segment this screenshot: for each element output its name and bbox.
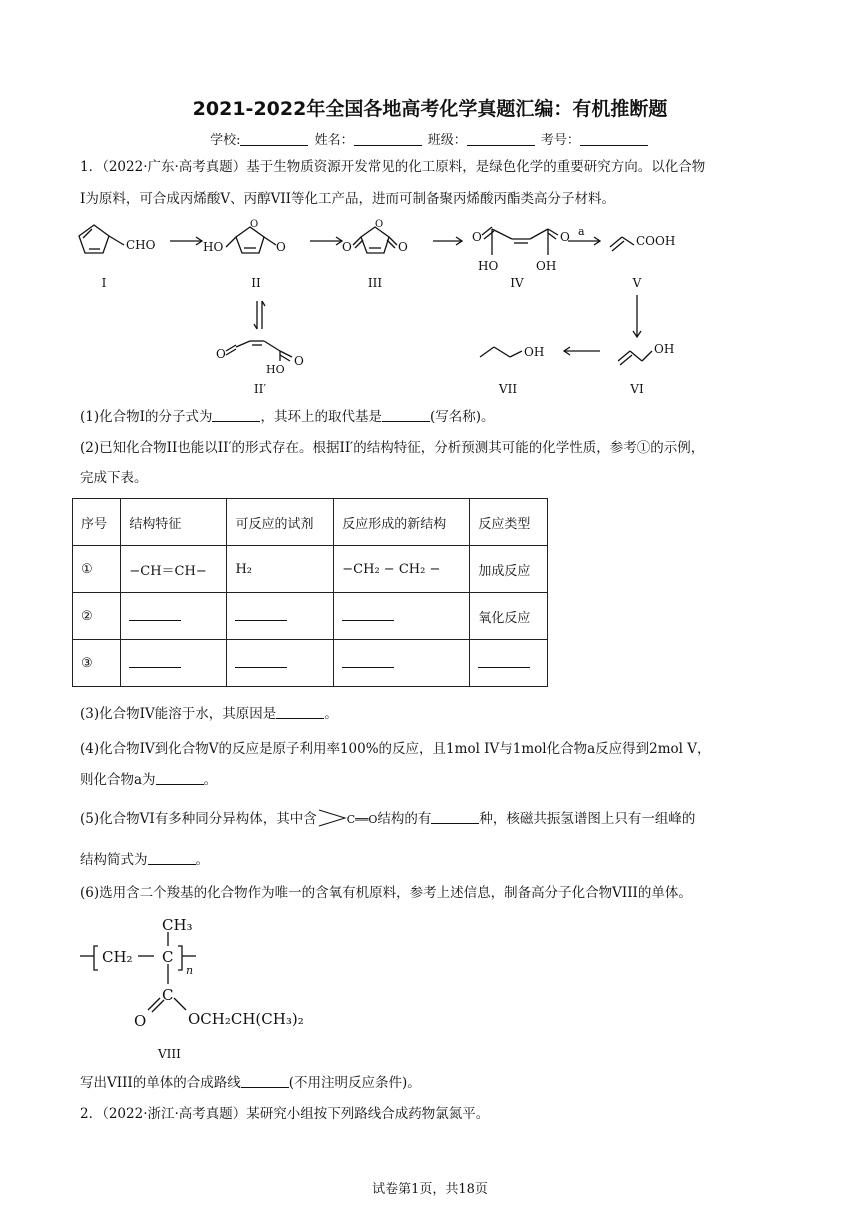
answer-blank-1a[interactable] [212,409,260,422]
polymer-o: O [134,1012,147,1030]
label-II-prime: II′ [253,382,267,396]
q1-sub6-line2: 写出VIII的单体的合成路线 (不用注明反应条件)。 [80,1075,421,1091]
scheme-o-ring-2: O [250,219,259,230]
scheme-oh-6: OH [654,342,675,356]
school-field[interactable] [240,133,308,146]
header-reagent: 可反应的试剂 [227,499,334,546]
q1-sub3: (3)化合物IV能溶于水，其原因是 。 [80,706,338,722]
property-table [72,498,548,687]
q1-sub1: (1)化合物I的分子式为 ，其环上的取代基是 (写名称)。 [80,409,495,425]
scheme-reagent-a: a [578,225,585,238]
page-footer: 试卷第1页，共18页 [372,1182,488,1197]
answer-blank-2c[interactable] [342,608,394,621]
scheme-oh-7: OH [524,345,545,359]
carbonyl-bracket [317,808,347,828]
polymer-ester: OCH₂CH(CH₃)₂ [188,1010,304,1028]
scheme-o-2: O [276,240,286,254]
header-reaction-type: 反应类型 [470,499,548,546]
label-V: V [632,276,642,290]
polymer-ch3: CH₃ [162,916,193,934]
scheme-o-ring-3: O [375,219,384,230]
polymer-viii-structure [78,912,338,1062]
header-no: 序号 [73,499,121,546]
scheme-ho-4: HO [478,259,499,273]
scheme-o-2p: O [216,347,226,361]
answer-blank-3b[interactable] [235,655,287,668]
class-label: 班级： [427,133,467,148]
class-field[interactable] [467,133,535,146]
q1-intro-line2: I为原料，可合成丙烯酸V、丙醇VII等化工产品，进而可制备聚丙烯酸丙酯类高分子材料。 [80,191,615,207]
header-new-structure: 反应形成的新结构 [334,499,470,546]
polymer-ch2: CH₂ [102,948,133,966]
answer-blank-2b[interactable] [235,608,287,621]
scheme-o-4a: O [472,230,482,244]
label-VII: VII [498,382,518,396]
label-VI: VI [630,382,644,396]
scheme-o-4b: O [560,230,570,244]
answer-blank-sub5b[interactable] [148,852,196,865]
table-row: ③ [73,640,548,687]
answer-blank-sub3[interactable] [276,706,324,719]
name-field[interactable] [354,133,422,146]
polymer-label: VIII [158,1047,181,1061]
polymer-n: n [186,964,194,977]
q1-intro-line1: 1．（2022·广东·高考真题）基于生物质资源开发常见的化工原料，是绿色化学的重要研究方向。以化合物 [80,159,706,175]
q1-sub4-line1: (4)化合物IV到化合物V的反应是原子利用率100%的反应，且1mol IV与1mol化合物a反应得到2mol V， [80,741,711,757]
scheme-cho: CHO [126,238,156,252]
q1-sub2-line1: (2)已知化合物II也能以II′的形式存在。根据II′的结构特征，分析预测其可能的化学性质，参考①的示例， [80,440,705,456]
q1-sub5-line2: 结构简式为 。 [80,852,209,868]
answer-blank-sub6[interactable] [241,1075,289,1088]
label-IV: IV [510,276,524,290]
name-label: 姓名： [314,133,354,148]
school-label: 学校: [210,133,241,148]
table-row: ① −CH＝CH− H₂ −CH₂ − CH₂ − 加成反应 [73,546,548,593]
page-title: 2021-2022年全国各地高考化学真题汇编：有机推断题 [192,98,668,120]
q1-sub4-line2: 则化合物a为 。 [80,772,218,788]
scheme-cooh: COOH [636,234,676,248]
answer-blank-sub4[interactable] [156,772,204,785]
answer-blank-1b[interactable] [382,409,430,422]
q1-sub6: (6)选用含二个羧基的化合物作为唯一的含氧有机原料，参考上述信息，制备高分子化合物VIII的单体。 [80,885,692,901]
label-I: I [101,276,107,290]
table-row: ② 氧化反应 [73,593,548,640]
q1-sub5-line1: (5)化合物VI有多种同分异构体，其中含 C══O结构的有 种，核磁共振氢谱图上只有一组峰的 [80,808,785,830]
student-info-line [0,129,860,148]
label-III: III [367,276,383,290]
carbonyl-group: C══O [346,813,378,826]
answer-blank-sub5a[interactable] [431,811,479,824]
scheme-ho-2p: HO [266,363,285,376]
q2-intro: 2．（2022·浙江·高考真题）某研究小组按下列路线合成药物氯氮平。 [80,1106,490,1122]
scheme-oh-4: OH [536,259,557,273]
polymer-c1: C [162,948,174,966]
scheme-o-2p-b: O [294,354,304,368]
polymer-c2: C [162,986,174,1004]
scheme-o-3a: O [342,240,352,254]
reaction-scheme [70,215,710,400]
answer-blank-3d[interactable] [478,655,530,668]
answer-blank-2a[interactable] [129,608,181,621]
table-header-row [73,499,548,546]
exam-no-field[interactable] [580,133,648,146]
header-feature: 结构特征 [121,499,227,546]
label-II: II [251,276,261,290]
q1-sub2-line2: 完成下表。 [80,470,148,486]
exam-no-label: 考号： [540,133,580,148]
scheme-ho-2: HO [203,240,224,254]
answer-blank-3c[interactable] [342,655,394,668]
scheme-o-3b: O [398,240,408,254]
answer-blank-3a[interactable] [129,655,181,668]
